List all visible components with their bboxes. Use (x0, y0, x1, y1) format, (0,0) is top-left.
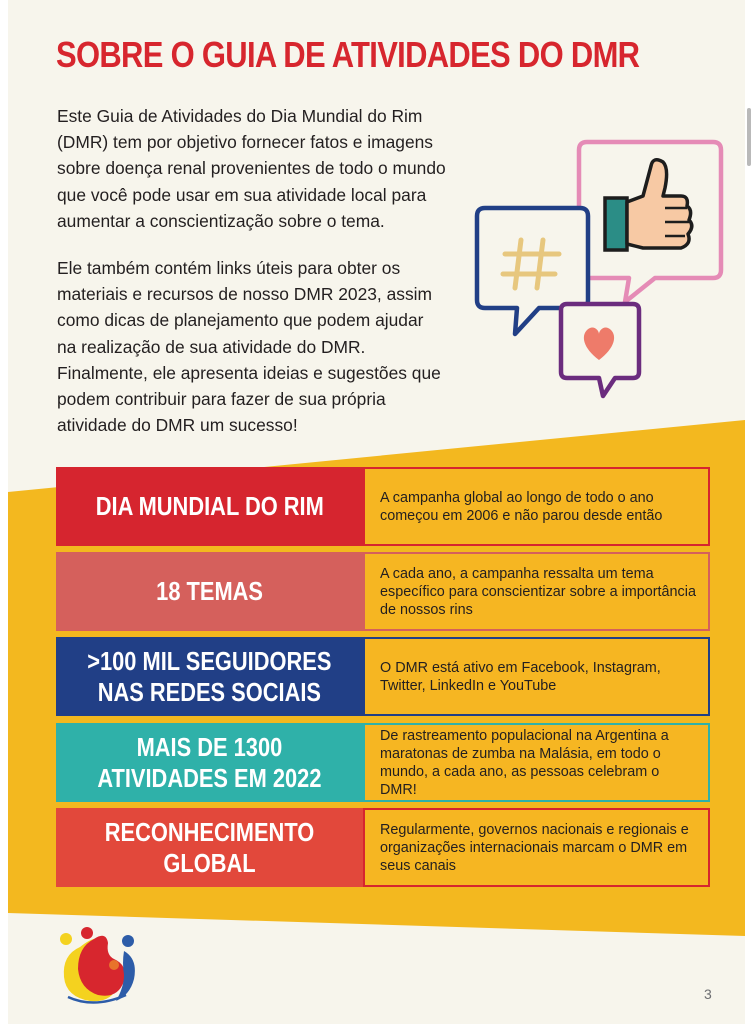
fact-row (56, 637, 710, 716)
fact-description: De rastreamento populacional na Argentina a maratonas de zumba na Malásia, em todo o mundo, a cada ano, as pessoas celebram o DMR! (363, 723, 710, 802)
scrollbar[interactable] (745, 0, 753, 1024)
fact-row (56, 552, 710, 631)
document-page (8, 0, 745, 1024)
world-kidney-day-logo (54, 925, 144, 1009)
fact-row (56, 808, 710, 887)
fact-description: A cada ano, a campanha ressalta um tema específico para conscientizar sobre a importância de nossos rins (363, 552, 710, 631)
fact-row (56, 467, 710, 546)
social-media-illustration (467, 138, 729, 400)
fact-label: DIA MUNDIAL DO RIM (56, 467, 363, 546)
fact-row (56, 723, 710, 802)
fact-label: MAIS DE 1300 ATIVIDADES EM 2022 (56, 723, 363, 802)
intro-paragraph-1: Este Guia de Atividades do Dia Mundial do Rim (DMR) tem por objetivo fornecer fatos e imagens sobre doença renal provenientes de todo o mundo que você pode usar em sua atividade local para aumentar a conscientização sobre o tema. (57, 106, 446, 231)
fact-description: O DMR está ativo em Facebook, Instagram, Twitter, LinkedIn e YouTube (363, 637, 710, 716)
fact-description: A campanha global ao longo de todo o ano começou em 2006 e não parou desde então (363, 467, 710, 546)
fact-label: >100 MIL SEGUIDORES NAS REDES SOCIAIS (56, 637, 363, 716)
fact-label: 18 TEMAS (56, 552, 363, 631)
fact-label: RECONHECIMENTO GLOBAL (56, 808, 363, 887)
scrollbar-thumb[interactable] (747, 108, 751, 166)
intro-paragraph-2: Ele também contém links úteis para obter os materiais e recursos de nosso DMR 2023, assim como dicas de planejamento que podem ajudar na realização de sua atividade do DMR. Finalmente, ele apresenta ideias e sugestões que podem contribuir para fazer de sua própria atividade do DMR um sucesso! (57, 258, 441, 436)
fact-description: Regularmente, governos nacionais e regionais e organizações internacionais marcam o DMR em seus canais (363, 808, 710, 887)
page-title: SOBRE O GUIA DE ATIVIDADES DO DMR (56, 34, 640, 75)
page-number: 3 (704, 986, 712, 1002)
